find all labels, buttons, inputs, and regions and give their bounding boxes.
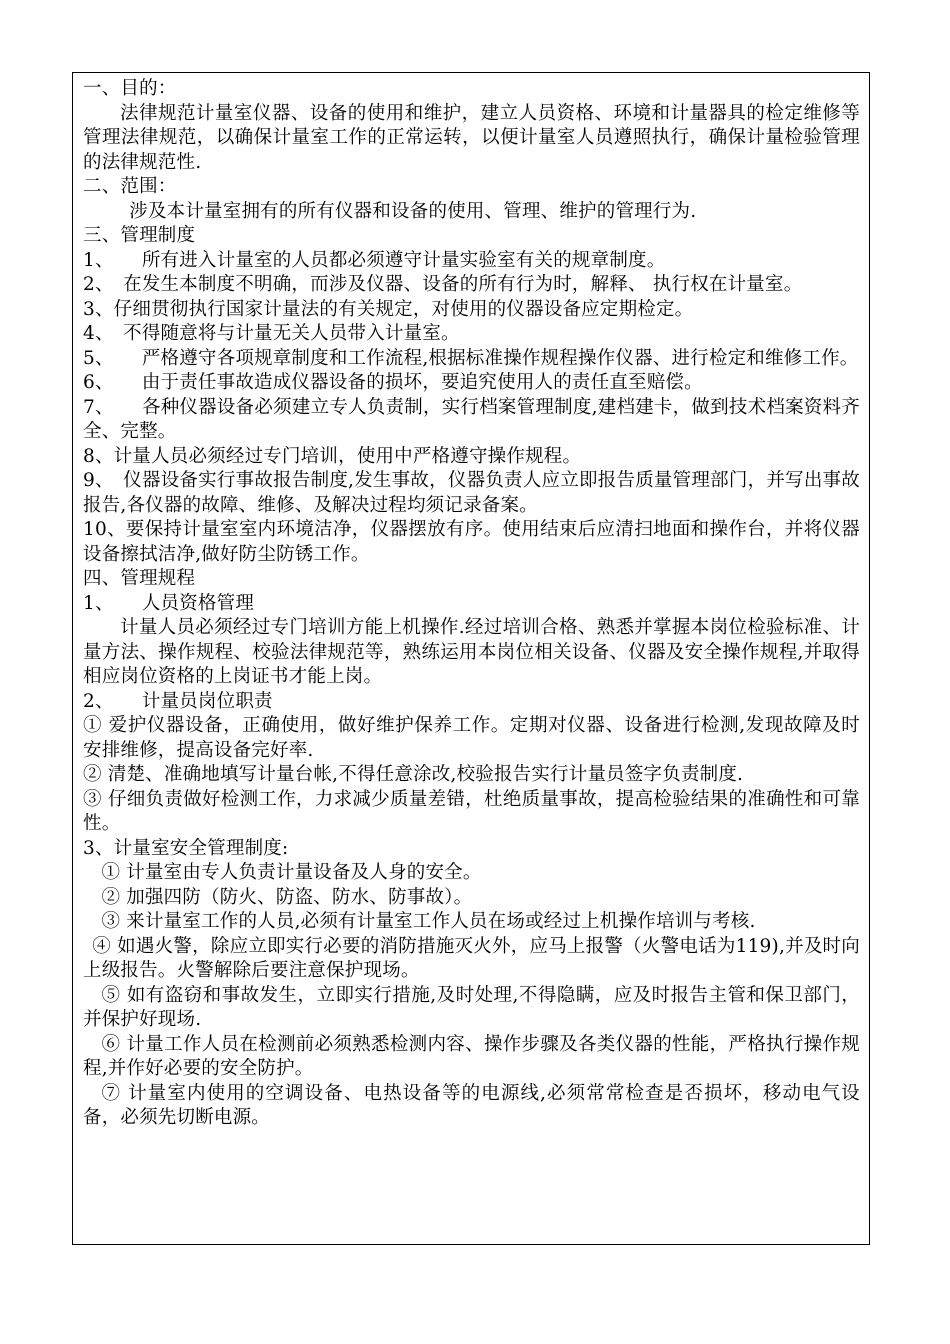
paragraph: ③ 来计量室工作的人员,必须有计量室工作人员在场或经过上机操作培训与考核. xyxy=(101,911,756,932)
paragraph: ⑥ 计量工作人员在检测前必须熟悉检测内容、操作步骤及各类仪器的性能，严格执行操作规程,并作好必要的安全防护。 xyxy=(83,1033,860,1079)
document-body xyxy=(83,77,860,1131)
paragraph: ① 爱护仪器设备，正确使用，做好维护保养工作。定期对仪器、设备进行检测,发现故障及时安排维修，提高设备完好率. xyxy=(83,715,860,761)
paragraph: 法律规范计量室仪器、设备的使用和维护，建立人员资格、环境和计量器具的检定维修等管理法律规范，以确保计量室工作的正常运转，以便计量室人员遵照执行，确保计量检验管理的法律规范性. xyxy=(83,102,860,173)
paragraph: 9、 仪器设备实行事故报告制度,发生事故，仪器负责人应立即报告质量管理部门，并写出事故报告,各仪器的故障、维修、及解决过程均须记录备案。 xyxy=(83,470,860,516)
paragraph: ④ 如遇火警，除应立即实行必要的消防措施灭火外，应马上报警（火警电话为119),并及时向上级报告。火警解除后要注意保护现场。 xyxy=(83,935,860,981)
document-frame xyxy=(72,72,870,1245)
paragraph: ③ 仔细负责做好检测工作，力求减少质量差错，杜绝质量事故，提高检验结果的准确性和可靠性。 xyxy=(83,788,860,834)
paragraph: 5、 严格遵守各项规章制度和工作流程,根据标准操作规程操作仪器、进行检定和维修工作。 xyxy=(83,347,859,369)
paragraph: 2、 计量员岗位职责 xyxy=(83,690,273,712)
paragraph: 4、 不得随意将与计量无关人员带入计量室。 xyxy=(83,323,460,344)
paragraph: 计量人员必须经过专门培训方能上机操作.经过培训合格、熟悉并掌握本岗位检验标准、计量方法、操作规程、校验法律规范等，熟练运用本岗位相关设备、仪器及安全操作规程,并取得相应岗位资格的上岗证书才能上岗。 xyxy=(83,617,860,687)
paragraph: 10、要保持计量室室内环境洁净，仪器摆放有序。使用结束后应清扫地面和操作台，并将仪器设备擦拭洁净,做好防尘防锈工作。 xyxy=(83,519,860,565)
paragraph: 一、目的： xyxy=(83,78,177,99)
paragraph: 8、计量人员必须经过专门培训，使用中严格遵守操作规程。 xyxy=(83,445,582,467)
paragraph: ② 加强四防（防火、防盗、防水、防事故）。 xyxy=(101,886,473,908)
paragraph: 6、 由于责任事故造成仪器设备的损坏，要追究使用人的责任直至赔偿。 xyxy=(83,372,703,393)
paragraph: 7、 各种仪器设备必须建立专人负责制，实行档案管理制度,建档建卡，做到技术档案资料齐全、完整。 xyxy=(83,396,860,442)
paragraph: 1、 人员资格管理 xyxy=(83,592,255,614)
paragraph: 四、管理规程 xyxy=(83,568,196,589)
paragraph: 3、计量室安全管理制度: xyxy=(83,837,289,859)
paragraph: ⑤ 如有盗窃和事故发生，立即实行措施,及时处理,不得隐瞒，应及时报告主管和保卫部门，并保护好现场. xyxy=(83,984,860,1030)
paragraph: ① 计量室由专人负责计量设备及人身的安全。 xyxy=(101,862,482,883)
paragraph: 三、管理制度 xyxy=(83,225,196,246)
paragraph: 涉及本计量室拥有的所有仪器和设备的使用、管理、维护的管理行为. xyxy=(129,200,697,222)
paragraph: 二、范围： xyxy=(83,176,177,197)
paragraph: ⑦ 计量室内使用的空调设备、电热设备等的电源线,必须常常检查是否损坏，移动电气设备，必须先切断电源。 xyxy=(83,1082,860,1128)
paragraph: ② 清楚、准确地填写计量台帐,不得任意涂改,校验报告实行计量员签字负责制度. xyxy=(83,764,744,785)
paragraph: 2、 在发生本制度不明确，而涉及仪器、设备的所有行为时，解释、 执行权在计量室。 xyxy=(83,274,803,295)
paragraph: 3、仔细贯彻执行国家计量法的有关规定，对使用的仪器设备应定期检定。 xyxy=(83,298,694,320)
paragraph: 1、 所有进入计量室的人员都必须遵守计量实验室有关的规章制度。 xyxy=(83,249,666,271)
